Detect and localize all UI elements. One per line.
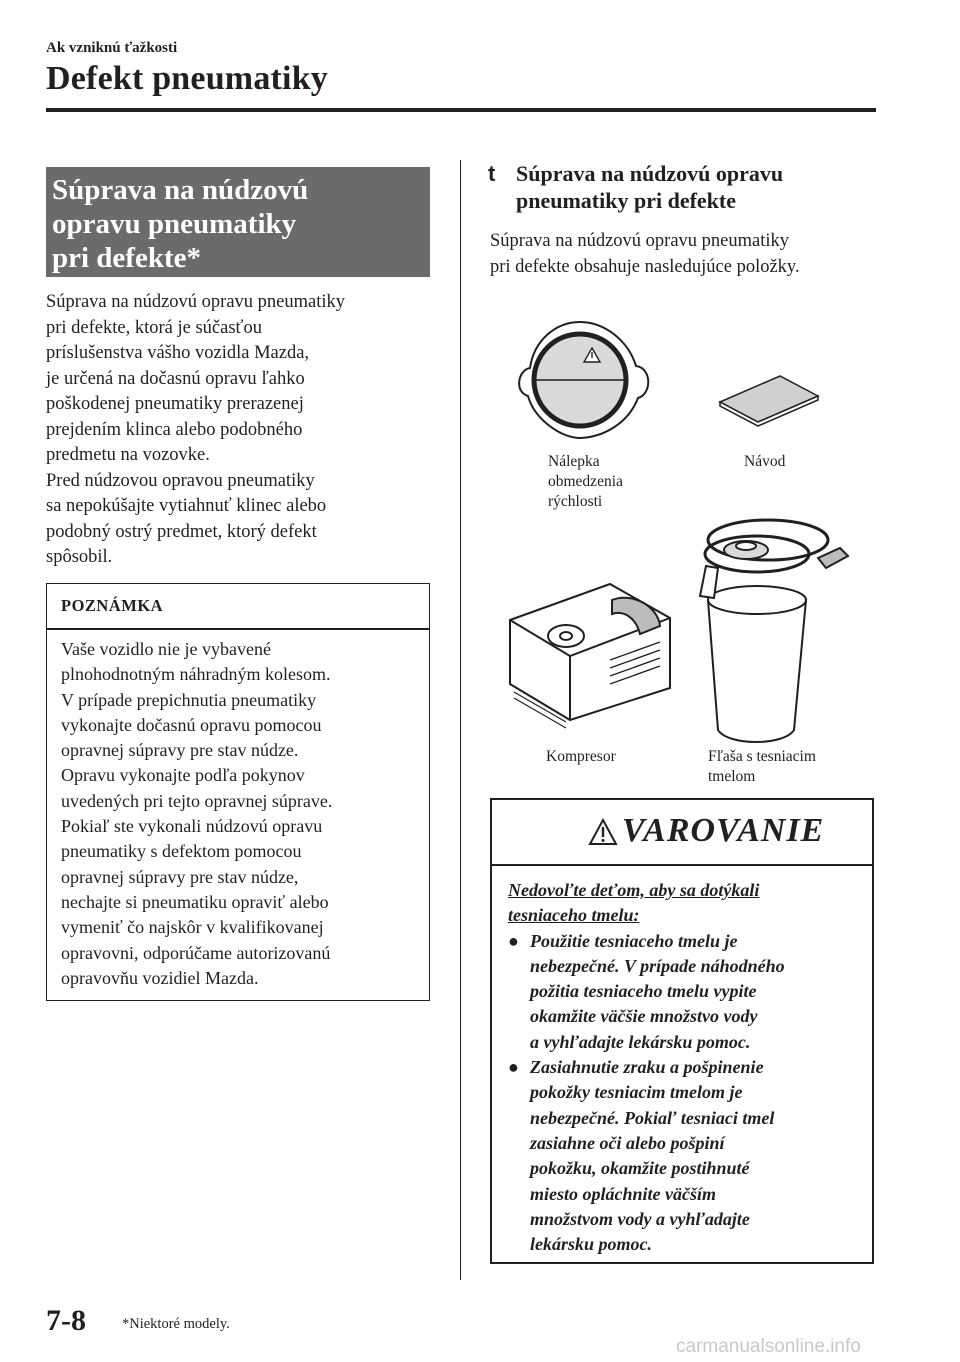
note-box [46,583,430,1001]
intro-line: spôsobil. [46,547,113,567]
caption-speed-sticker [548,452,623,512]
note-line: pneumatiky s defektom pomocou [61,841,302,862]
caption-line: obmedzenia [548,473,623,490]
note-line: V prípade prepichnutia pneumatiky [61,689,317,710]
warning-item-line: množstvom vody a vyhľadajte [530,1208,750,1229]
intro-line: podobný ostrý predmet, ktorý defekt [46,521,317,542]
note-line: Opravu vykonajte podľa pokynov [61,765,305,786]
intro-line: predmetu na vozovke. [46,445,210,465]
caption-manual [744,452,785,472]
intro-line: prejdením klinca alebo podobného [46,419,303,440]
note-line: opravnej súpravy pre stav núdze, [61,866,299,887]
kit-illustration [500,300,870,800]
page-number: 7-8 [46,1304,86,1337]
caption-sealant-bottle [708,747,816,787]
footnote: *Niektoré modely. [122,1316,230,1332]
watermark: carmanualsonline.info [676,1336,861,1357]
title-rule [46,108,876,112]
kit-contents-text [490,229,800,280]
heading-bullet: t [488,161,496,186]
warning-lead-line: Nedovoľte deťom, aby sa dotýkali [508,880,760,900]
compressor-illustration [510,584,670,728]
note-line: Pokiaľ ste vykonali núdzovú opravu [61,816,323,837]
warning-item-line: lekársku pomoc. [530,1234,653,1255]
caption-line: rýchlosti [548,493,603,510]
section-title-line: opravu pneumatiky [52,208,297,240]
note-line: opravovňu vozidiel Mazda. [61,967,259,988]
intro-line: príslušenstva vášho vozidla Mazda, [46,343,310,363]
page-title: Defekt pneumatiky [46,60,329,97]
warning-item-line: miesto opláchnite väčším [530,1183,716,1204]
bullet-icon: ● [508,1057,519,1078]
warning-title: VAROVANIE [622,812,825,849]
note-line: opravnej súpravy pre stav núdze. [61,740,299,761]
warning-box [490,798,874,1264]
kit-text-line: pri defekte obsahuje nasledujúce položky. [490,256,800,277]
intro-line: Súprava na núdzovú opravu pneumatiky [46,292,346,312]
speed-sticker-illustration [519,322,648,438]
note-divider [47,628,429,630]
note-text [61,637,332,991]
bullet-icon: ● [508,930,519,951]
note-line: nechajte si pneumatiku opraviť alebo [61,891,329,912]
kit-heading-line: pneumatiky pri defekte [516,188,736,213]
breadcrumb: Ak vzniknú ťažkosti [46,40,178,56]
caption-line: Nálepka [548,453,600,470]
warning-item-line: okamžite väčšie množstvo vody [530,1006,758,1027]
sealant-bottle-illustration [700,520,848,742]
note-title: POZNÁMKA [61,596,164,615]
section-title-line: pri defekte* [52,242,201,274]
warning-triangle-icon [588,818,618,846]
warning-item-line: Použitie tesniaceho tmelu je [530,930,738,951]
section-title-box [46,167,430,277]
warning-header [492,800,872,866]
caption-line: tmelom [708,768,756,785]
warning-item-line: nebezpečné. Pokiaľ tesniaci tmel [530,1107,775,1128]
kit-heading-line: Súprava na núdzovú opravu [516,161,784,186]
note-line: vykonajte dočasnú opravu pomocou [61,714,322,735]
intro-line: poškodenej pneumatiky prerazenej [46,394,304,414]
kit-illustration-drawing [500,300,870,800]
warning-item-line: zasiahne oči alebo pošpiní [530,1132,725,1153]
warning-item [508,1055,785,1257]
warning-item-line: pokožky tesniacim tmelom je [530,1082,743,1103]
warning-lead-line: tesniaceho tmelu: [508,905,640,926]
caption-line: Návod [744,453,786,470]
note-line: opravovni, odporúčame autorizovanú [61,942,331,963]
intro-line: je určená na dočasnú opravu ľahko [46,368,305,389]
warning-item-line: nebezpečné. V prípade náhodného [530,955,785,976]
note-line: uvedených pri tejto opravnej súprave. [61,790,333,811]
note-line: vymeniť čo najskôr v kvalifikovanej [61,917,324,938]
warning-item-line: pokožku, okamžite postihnuté [530,1158,750,1179]
intro-line: sa nepokúšajte vytiahnuť klinec alebo [46,496,327,516]
caption-line: Fľaša s tesniacim [708,748,816,765]
warning-item [508,929,785,1055]
warning-item-line: Zasiahnutie zraku a pošpinenie [530,1057,764,1078]
caption-line: Kompresor [546,748,616,765]
warning-item-line: požitia tesniaceho tmelu vypite [530,981,757,1002]
kit-heading [488,160,783,214]
kit-text-line: Súprava na núdzovú opravu pneumatiky [490,231,790,251]
section-title-line: Súprava na núdzovú [52,174,309,206]
intro-paragraph [46,290,430,571]
column-divider [460,160,461,1280]
intro-line: Pred núdzovou opravou pneumatiky [46,470,315,491]
note-line: Vaše vozidlo nie je vybavené [61,639,271,659]
intro-line: pri defekte, ktorá je súčasťou [46,317,262,338]
warning-body [508,878,785,1257]
warning-item-line: a vyhľadajte lekársku pomoc. [530,1031,751,1052]
note-line: plnohodnotným náhradným kolesom. [61,664,331,685]
manual-illustration [720,376,818,426]
caption-compressor [546,747,616,767]
